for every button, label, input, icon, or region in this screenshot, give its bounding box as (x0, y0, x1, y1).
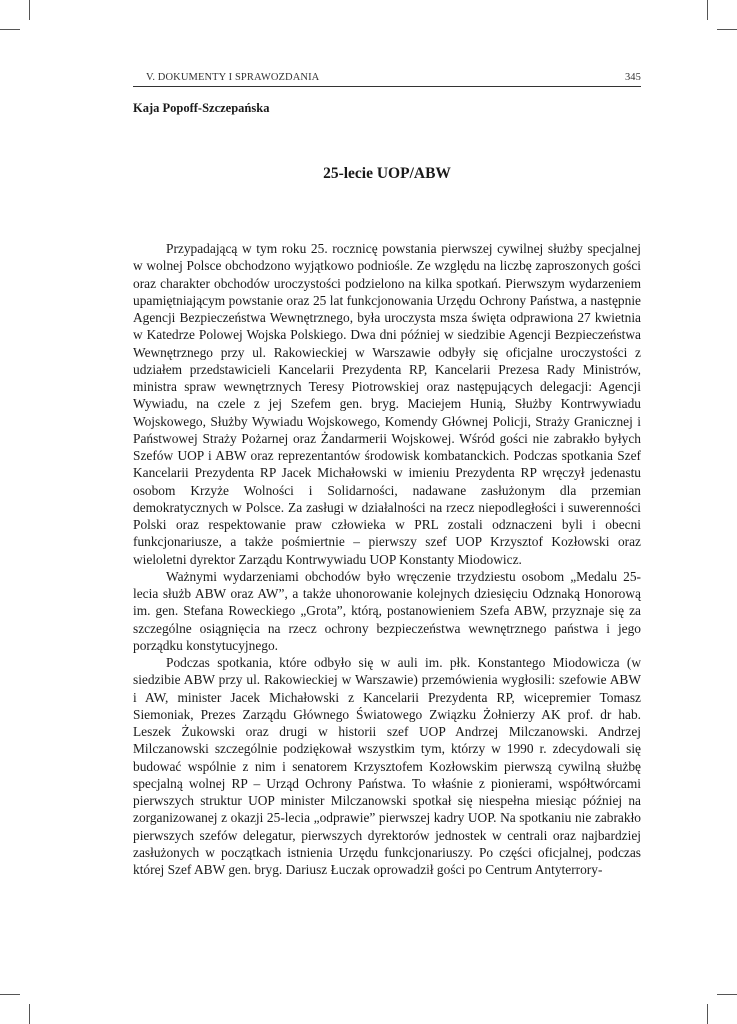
crop-mark (0, 994, 20, 995)
article-author: Kaja Popoff-Szczepańska (133, 101, 270, 115)
running-head (133, 70, 641, 87)
crop-mark (0, 29, 20, 30)
article-body (133, 240, 641, 878)
crop-mark (707, 0, 708, 20)
crop-mark (717, 994, 737, 995)
crop-mark (29, 0, 30, 20)
paragraph: Przypadającą w tym roku 25. rocznicę powstania pierwszej cywilnej służby specjalnej w wolnej Polsce obchodzono wyjątkowo podniośle. Ze względu na liczbę zaproszonych gości oraz charakter obchodów uroczystości podzielono na kilka spotkań. Pierwszym wydarzeniem upamiętniającym powstanie oraz 25 lat funkcjonowania Urzędu Ochrony Państwa, a następnie Agencji Bezpieczeństwa Wewnętrznego, była uroczysta msza święta odprawiona 27 kwietnia w Katedrze Polowej Wojska Polskiego. Dwa dni później w siedzibie Agencji Bezpieczeństwa Wewnętrznego przy ul. Rakowieckiej w Warszawie odbyły się oficjalne uroczystości z udziałem przedstawicieli Kancelarii Prezydenta RP, Kancelarii Prezesa Rady Ministrów, ministra spraw wewnętrznych Teresy Piotrowskiej oraz następujących delegacji: Agencji Wywiadu, na czele z jej Szefem gen. bryg. Maciejem Hunią, Służby Kontrwywiadu Wojskowego, Służby Wywiadu Wojskowego, Komendy Głównej Policji, Straży Granicznej i Państwowej Straży Pożarnej oraz Żandarmerii Wojskowej. Wśród gości nie zabrakło byłych Szefów UOP i ABW oraz reprezentantów środowisk kombatanckich. Podczas spotkania Szef Kancelarii Prezydenta RP Jacek Michałowski w imieniu Prezydenta RP wręczył jedenastu osobom Krzyże Wolności i Solidarności, nadawane zasłużonym dla przemian demokratycznych w Polsce. Za zasługi w działalności na rzecz niepodległości i suwerenności Polski oraz respektowanie praw człowieka w PRL zostali odznaczeni byli i obecni funkcjonariusze, a także pośmiertnie – pierwszy szef UOP Krzysztof Kozłowski oraz wieloletni dyrektor Zarządu Kontrwywiadu UOP Konstanty Miodowicz. (133, 241, 641, 567)
crop-mark (717, 29, 737, 30)
crop-mark (29, 1004, 30, 1024)
paragraph: Podczas spotkania, które odbyło się w auli im. płk. Konstantego Miodowicza (w siedzibie ABW przy ul. Rakowieckiej w Warszawie) przemówienia wygłosili: szefowie ABW i AW, minister Jacek Michałowski z Kancelarii Prezydenta RP, wicepremier Tomasz Siemoniak, Prezes Zarządu Głównego Światowego Związku Żołnierzy AK prof. dr hab. Leszek Żukowski oraz drugi w historii szef UOP Andrzej Milczanowski. Andrzej Milczanowski szczególnie podziękował wszystkim tym, którzy w 1990 r. zdecydowali się budować wspólnie z nim i senatorem Krzysztofem Kozłowskim pierwszą cywilną służbę specjalną wolnej RP – Urząd Ochrony Państwa. To właśnie z pionierami, współtwórcami pierwszych struktur UOP minister Milczanowski spotkał się niespełna miesiąc później na zorganizowanej z okazji 25-lecia „odprawie” pierwszej kadry UOP. Na spotkaniu nie zabrakło pierwszych szefów delegatur, pierwszych dyrektorów jednostek w centrali oraz najbardziej zasłużonych w początkach istnienia Urzędu funkcjonariuszy. Po części oficjalnej, podczas której Szef ABW gen. bryg. Dariusz Łuczak oprowadził gości po Centrum Antyterrory- (133, 655, 641, 877)
running-head-section: V. DOKUMENTY I SPRAWOZDANIA (146, 72, 320, 83)
article-title: 25-lecie UOP/ABW (323, 165, 451, 182)
crop-mark (707, 1004, 708, 1024)
paragraph: Ważnymi wydarzeniami obchodów było wręczenie trzydziestu osobom „Medalu 25-lecia służb ABW oraz AW”, a także uhonorowanie kolejnych dziesięciu Odznaką Honorową im. gen. Stefana Roweckiego „Grota”, którą, postanowieniem Szefa ABW, przyznaje się za szczególne osiągnięcia na rzecz ochrony bezpieczeństwa wewnętrznego państwa i jego porządku konstytucyjnego. (133, 568, 641, 653)
page-number: 345 (624, 72, 641, 83)
